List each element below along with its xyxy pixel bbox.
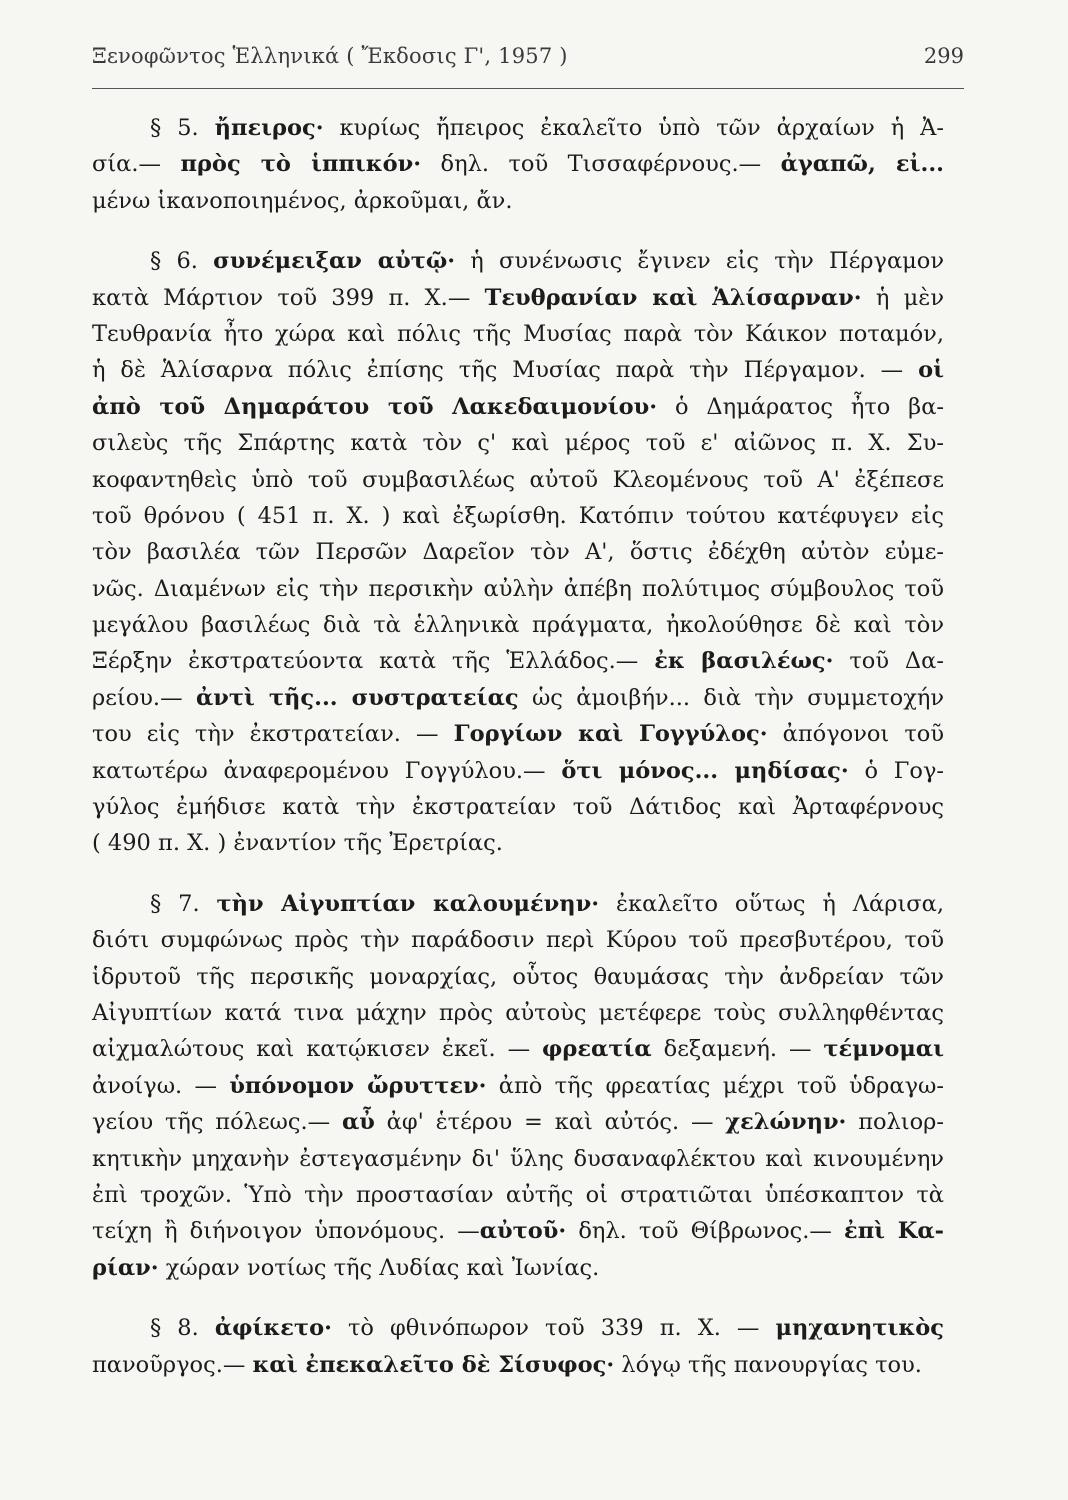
section-7 xyxy=(92,886,944,1286)
lemma: χελώνην· xyxy=(725,1109,847,1136)
text-line: γύλος ἐμήδισε κατὰ τὴν ἐκστρατείαν τοῦ Δάτιδος καὶ Ἀρταφέρνους xyxy=(92,794,944,821)
text-line: ἡ δὲ Ἁλίσαρνα πόλις ἐπίσης τῆς Μυσίας παρὰ τὴν Πέργαμον. — οἱ xyxy=(92,357,944,384)
section-5 xyxy=(92,110,944,219)
text-line: τείχη ἢ διήνοιγον ὑπονόμους. —αὐτοῦ· δηλ. τοῦ Θίβρωνος.— ἐπὶ Κα- xyxy=(92,1218,945,1245)
text-line: του εἰς τὴν ἐκστρατείαν. — Γοργίων καὶ Γογγύλος· ἀπόγονοι τοῦ xyxy=(92,721,944,748)
commentary-text xyxy=(92,110,944,1383)
text-line: ρίαν· χώραν νοτίως τῆς Λυδίας καὶ Ἰωνίας. xyxy=(92,1254,600,1281)
text-line: ἀπὸ τοῦ Δημαράτου τοῦ Λακεδαιμονίου· ὁ Δημάρατος ἦτο βα- xyxy=(92,393,944,420)
section-mark: § 6. xyxy=(150,248,214,275)
lemma: ἀντὶ τῆς... συστρατείας xyxy=(195,684,519,711)
text-line: ( 490 π. Χ. ) ἐναντίον τῆς Ἐρετρίας. xyxy=(92,830,503,857)
text-line: § 5. ἤπειρος· κυρίως ἤπειρος ἐκαλεῖτο ὑπὸ τῶν ἀρχαίων ἡ Ἀ- xyxy=(150,115,944,141)
text-line: § 7. τὴν Αἰγυπτίαν καλουμένην· ἐκαλεῖτο οὕτως ἡ Λάρισα, xyxy=(150,890,944,917)
text-line: σιλεὺς τῆς Σπάρτης κατὰ τὸν ς' καὶ μέρος τοῦ ε' αἰῶνος π. Χ. Συ- xyxy=(92,430,944,457)
text-line: αἰχμαλώτους καὶ κατῴκισεν ἐκεῖ. — φρεατία δεξαμενή. — τέμνομαι xyxy=(92,1036,944,1063)
header-rule xyxy=(92,88,964,89)
lemma: Γοργίων καὶ Γογγύλος· xyxy=(453,721,768,748)
lemma: φρεατία xyxy=(542,1036,652,1063)
text-line: ἐπὶ τροχῶν. Ὑπὸ τὴν προστασίαν αὐτῆς οἱ στρατιῶται ὑπέσκαπτον τὰ xyxy=(92,1181,944,1208)
lemma: ὅτι μόνος... μηδίσας· xyxy=(561,757,849,784)
lemma: Τευθρανίαν καὶ Ἁλίσαρναν· xyxy=(484,284,862,311)
text-line: Ξέρξην ἐκστρατεύοντα κατὰ τῆς Ἑλλάδος.— ἐκ βασιλέως· τοῦ Δα- xyxy=(92,648,944,675)
section-mark: § 7. xyxy=(150,890,217,917)
lemma: ἀπὸ τοῦ Δημαράτου τοῦ Λακεδαιμονίου· xyxy=(92,393,658,420)
lemma: ἐκ βασιλέως· xyxy=(654,648,834,675)
lemma: ρίαν· xyxy=(92,1254,159,1281)
text-line: κατὰ Μάρτιον τοῦ 399 π. Χ.— Τευθρανίαν καὶ Ἁλίσαρναν· ἡ μὲν xyxy=(92,284,944,311)
text-line: πανοῦργος.— καὶ ἐπεκαλεῖτο δὲ Σίσυφος· λόγῳ τῆς πανουργίας του. xyxy=(92,1351,922,1378)
text-line: μένω ἱκανοποιημένος, ἀρκοῦμαι, ἄν. xyxy=(92,187,513,214)
text-line: τοῦ θρόνου ( 451 π. Χ. ) καὶ ἐξωρίσθη. Κατόπιν τούτου κατέφυγεν εἰς xyxy=(92,502,944,529)
lemma: ἀφίκετο· xyxy=(214,1315,332,1342)
text-line: ἀνοίγω. — ὑπόνομον ὤρυττεν· ἀπὸ τῆς φρεατίας μέχρι τοῦ ὑδραγω- xyxy=(92,1072,944,1099)
text-line: κοφαντηθεὶς ὑπὸ τοῦ συμβασιλέως αὐτοῦ Κλεομένους τοῦ Α' ἐξέπεσε xyxy=(92,466,944,493)
lemma: οἱ xyxy=(918,357,944,384)
text-line: Τευθρανία ἦτο χώρα καὶ πόλις τῆς Μυσίας παρὰ τὸν Κάικον ποταμόν, xyxy=(92,320,944,347)
page-number: 299 xyxy=(923,44,964,68)
section-6 xyxy=(92,243,944,862)
lemma: πρὸς τὸ ἱππικόν· xyxy=(180,151,422,178)
lemma: αὐτοῦ· xyxy=(479,1218,567,1245)
lemma: συνέμειξαν αὐτῷ· xyxy=(213,248,456,275)
text-line: σία.— πρὸς τὸ ἱππικόν· δηλ. τοῦ Τισσαφέρνους.— ἀγαπῶ, εἰ... xyxy=(92,151,944,178)
lemma: ἐπὶ Κα- xyxy=(844,1218,945,1245)
text-line: κατωτέρω ἀναφερομένου Γογγύλου.— ὅτι μόνος... μηδίσας· ὁ Γογ- xyxy=(92,757,944,784)
section-mark: § 8. xyxy=(150,1315,215,1342)
text-line: § 6. συνέμειξαν αὐτῷ· ἡ συνένωσις ἔγινεν εἰς τὴν Πέργαμον xyxy=(150,248,944,275)
lemma: ἤπειρος· xyxy=(214,115,324,141)
lemma: μηχανητικὸς xyxy=(775,1315,944,1342)
text-line: γείου τῆς πόλεως.— αὖ ἀφ' ἑτέρου = καὶ αὐτός. — χελώνην· πολιορ- xyxy=(92,1109,944,1136)
lemma: καὶ ἐπεκαλεῖτο δὲ Σίσυφος· xyxy=(252,1351,615,1378)
running-title: Ξενοφῶντος Ἑλληνικά ( Ἔκδοσις Γ', 1957 ) xyxy=(92,44,568,68)
text-line: ἱδρυτοῦ τῆς περσικῆς μοναρχίας, οὗτος θαυμάσας τὴν ἀνδρείαν τῶν xyxy=(92,963,944,990)
lemma: αὖ xyxy=(341,1109,375,1136)
text-line: διότι συμφώνως πρὸς τὴν παράδοσιν περὶ Κύρου τοῦ πρεσβυτέρου, τοῦ xyxy=(92,927,944,954)
text-line: κητικὴν μηχανὴν ἐστεγασμένην δι' ὕλης δυσαναφλέκτου καὶ κινουμένην xyxy=(92,1145,944,1172)
lemma: τὴν Αἰγυπτίαν καλουμένην· xyxy=(216,890,600,917)
text-line: Αἰγυπτίων κατά τινα μάχην πρὸς αὐτοὺς μετέφερε τοὺς συλληφθέντας xyxy=(92,999,944,1026)
text-line: τὸν βασιλέα τῶν Περσῶν Δαρεῖον τὸν Α', ὅστις ἐδέχθη αὐτὸν εὐμε- xyxy=(92,539,944,566)
text-line: ρείου.— ἀντὶ τῆς... συστρατείας ὡς ἀμοιβήν... διὰ τὴν συμμετοχήν xyxy=(92,684,944,711)
lemma: τέμνομαι xyxy=(823,1036,944,1063)
running-header xyxy=(92,44,964,84)
text-line: νῶς. Διαμένων εἰς τὴν περσικὴν αὐλὴν ἀπέβη πολύτιμος σύμβουλος τοῦ xyxy=(92,575,944,602)
lemma: ἀγαπῶ, εἰ... xyxy=(780,151,944,178)
text-line: § 8. ἀφίκετο· τὸ φθινόπωρον τοῦ 339 π. Χ. — μηχανητικὸς xyxy=(150,1315,944,1342)
section-mark: § 5. xyxy=(150,115,215,141)
section-8 xyxy=(92,1310,944,1383)
lemma: ὑπόνομον ὤρυττεν· xyxy=(229,1072,487,1099)
text-line: μεγάλου βασιλέως διὰ τὰ ἑλληνικὰ πράγματα, ἠκολούθησε δὲ καὶ τὸν xyxy=(92,612,944,639)
